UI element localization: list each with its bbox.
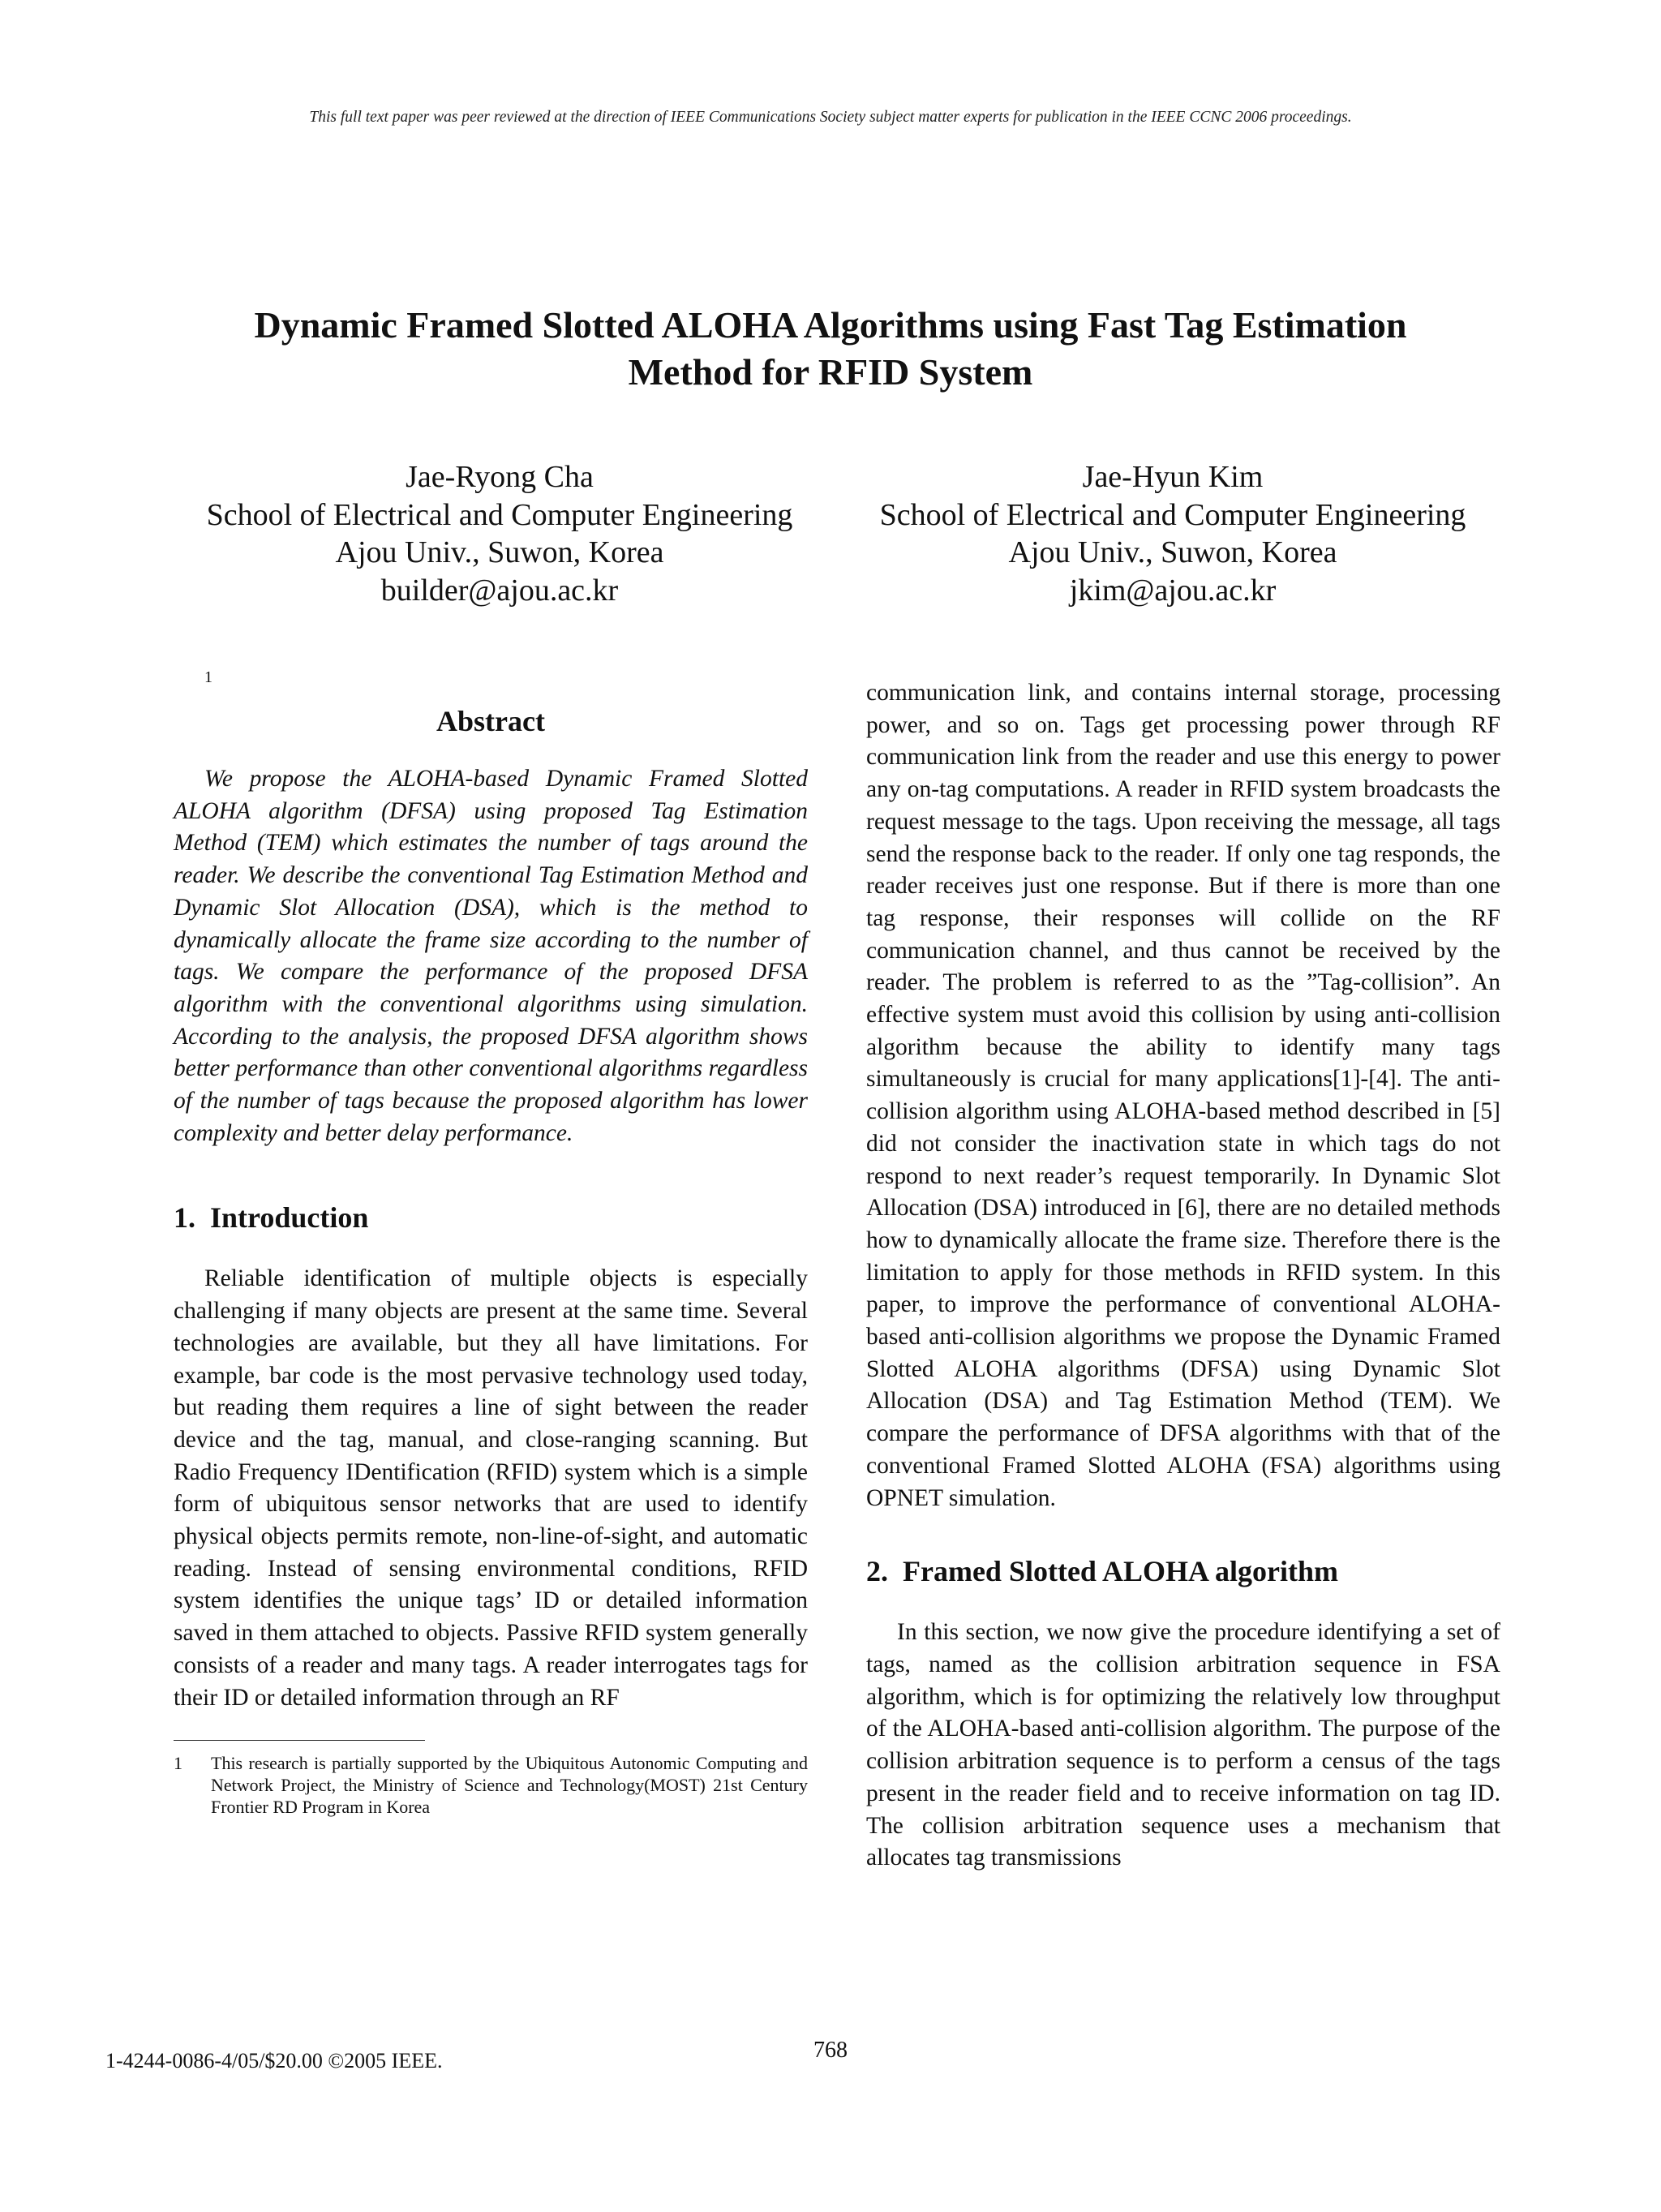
left-column — [174, 669, 808, 1818]
footnote-marker: 1 — [204, 668, 212, 686]
abstract-heading: Abstract — [436, 705, 545, 737]
author-name: Jae-Hyun Kim — [1082, 460, 1264, 494]
author-email: jkim@ajou.ac.kr — [1069, 573, 1277, 608]
section-2-text: In this section, we now give the procedure identifying a set of tags, named as the collision arbitration sequence in FSA algorithm, which is for optimizing the relatively low throughput of the ALOHA-based anti-collision algorithm. The purpose of the collision arbitration sequence is to perform a census of the tags present in the reader field and to receive information on tag ID. The collision arbitration sequence uses a mechanism that allocates tag transmissions — [866, 1619, 1500, 1871]
section-title: Framed Slotted ALOHA algorithm — [903, 1555, 1338, 1588]
abstract-text: We propose the ALOHA-based Dynamic Framed Slotted ALOHA algorithm (DFSA) using proposed Tag Estimation Method (TEM) which estimates the number of tags around the reader. We describe the conventional Tag Estimation Method and Dynamic Slot Allocation (DSA), which is the method to dynamically allocate the frame size according to the number of tags. We compare the performance of the proposed DFSA algorithm with the conventional algorithms using simulation. According to the analysis, the proposed DFSA algorithm shows better performance than other conventional algorithms regardless of the number of tags because the proposed algorithm has lower complexity and better delay performance. — [174, 766, 808, 1146]
section-title: Introduction — [210, 1201, 369, 1235]
author-name: Jae-Ryong Cha — [406, 460, 594, 494]
footnote-text: This research is partially supported by the Ubiquitous Autonomic Computing and Network Project, the Ministry of Science and Technology(MOST) 21st Century Frontier RD Program in Korea — [211, 1753, 808, 1818]
author-location: Ajou Univ., Suwon, Korea — [335, 535, 664, 569]
author-block-second — [848, 458, 1497, 609]
section-heading-framed-slotted-aloha — [866, 1555, 1500, 1587]
author-block-first — [175, 458, 824, 609]
title-line: Dynamic Framed Slotted ALOHA Algorithms using Fast Tag Estimation — [254, 304, 1407, 346]
section-heading-introduction — [174, 1201, 808, 1234]
author-location: Ajou Univ., Suwon, Korea — [1008, 535, 1337, 569]
section-number: 1. — [174, 1201, 195, 1235]
right-column — [866, 677, 1500, 1875]
introduction-continued-text: communication link, and contains internal storage, processing power, and so on. Tags get processing power through RF communication link from the reader and use this energy to power any on-tag computations. A reader in RFID system broadcasts the request message to the tags. Upon receiving the message, all tags send the response back to the reader. If only one tag responds, the reader receives just one response. But if there is more than one tag response, their responses will collide on the RF communication channel, and thus cannot be received by the reader. The problem is referred to as the ”Tag-collision”. An effective system must avoid this collision by using anti-collision algorithm because the ability to identify many tags simultaneously is crucial for many applications[1]-[4]. The anti-collision algorithm using ALOHA-based method described in [5] did not consider the inactivation state in which tags do not respond to next reader’s request temporarily. In Dynamic Slot Allocation (DSA) introduced in [6], there are no detailed methods how to dynamically allocate the frame size. Therefore there is the limitation to apply for those methods in RFID system. In this paper, to improve the performance of conventional ALOHA-based anti-collision algorithms we propose the Dynamic Framed Slotted ALOHA algorithms (DFSA) using Dynamic Slot Allocation (DSA) and Tag Estimation Method (TEM). We compare the performance of DFSA algorithms with that of the conventional Framed Slotted ALOHA (FSA) algorithms using OPNET simulation. — [866, 680, 1500, 1511]
section-number: 2. — [866, 1555, 888, 1588]
peer-review-note: This full text paper was peer reviewed at the direction of IEEE Communications Society subject matter experts for publication in the IEEE CCNC 2006 proceedings. — [309, 109, 1352, 126]
author-school: School of Electrical and Computer Engineering — [879, 497, 1466, 532]
footnote-divider — [174, 1740, 425, 1741]
copyright-notice: 1-4244-0086-4/05/$20.00 ©2005 IEEE. — [105, 2049, 443, 2072]
page-number: 768 — [813, 2038, 848, 2063]
author-email: builder@ajou.ac.kr — [380, 573, 619, 608]
introduction-text: Reliable identification of multiple objects is especially challenging if many objects are present at the same time. Several technologies are available, but they all have limitations. For example, bar code is the most pervasive technology used today, but reading them requires a line of sight between the reader device and the tag, manual, and close-ranging scanning. But Radio Frequency IDentification (RFID) system which is a simple form of ubiquitous sensor networks that are used to identify physical objects permits remote, non-line-of-sight, and automatic reading. Instead of sensing environmental conditions, RFID system identifies the unique tags’ ID or detailed information saved in them attached to objects. Passive RFID system generally consists of a reader and many tags. A reader interrogates tags for their ID or detailed information through an RF — [174, 1265, 808, 1711]
author-school: School of Electrical and Computer Engineering — [206, 497, 793, 532]
footnote-number: 1 — [174, 1753, 182, 1774]
footnote — [174, 1752, 808, 1818]
paper-title — [162, 302, 1499, 396]
title-line: Method for RFID System — [628, 351, 1033, 393]
